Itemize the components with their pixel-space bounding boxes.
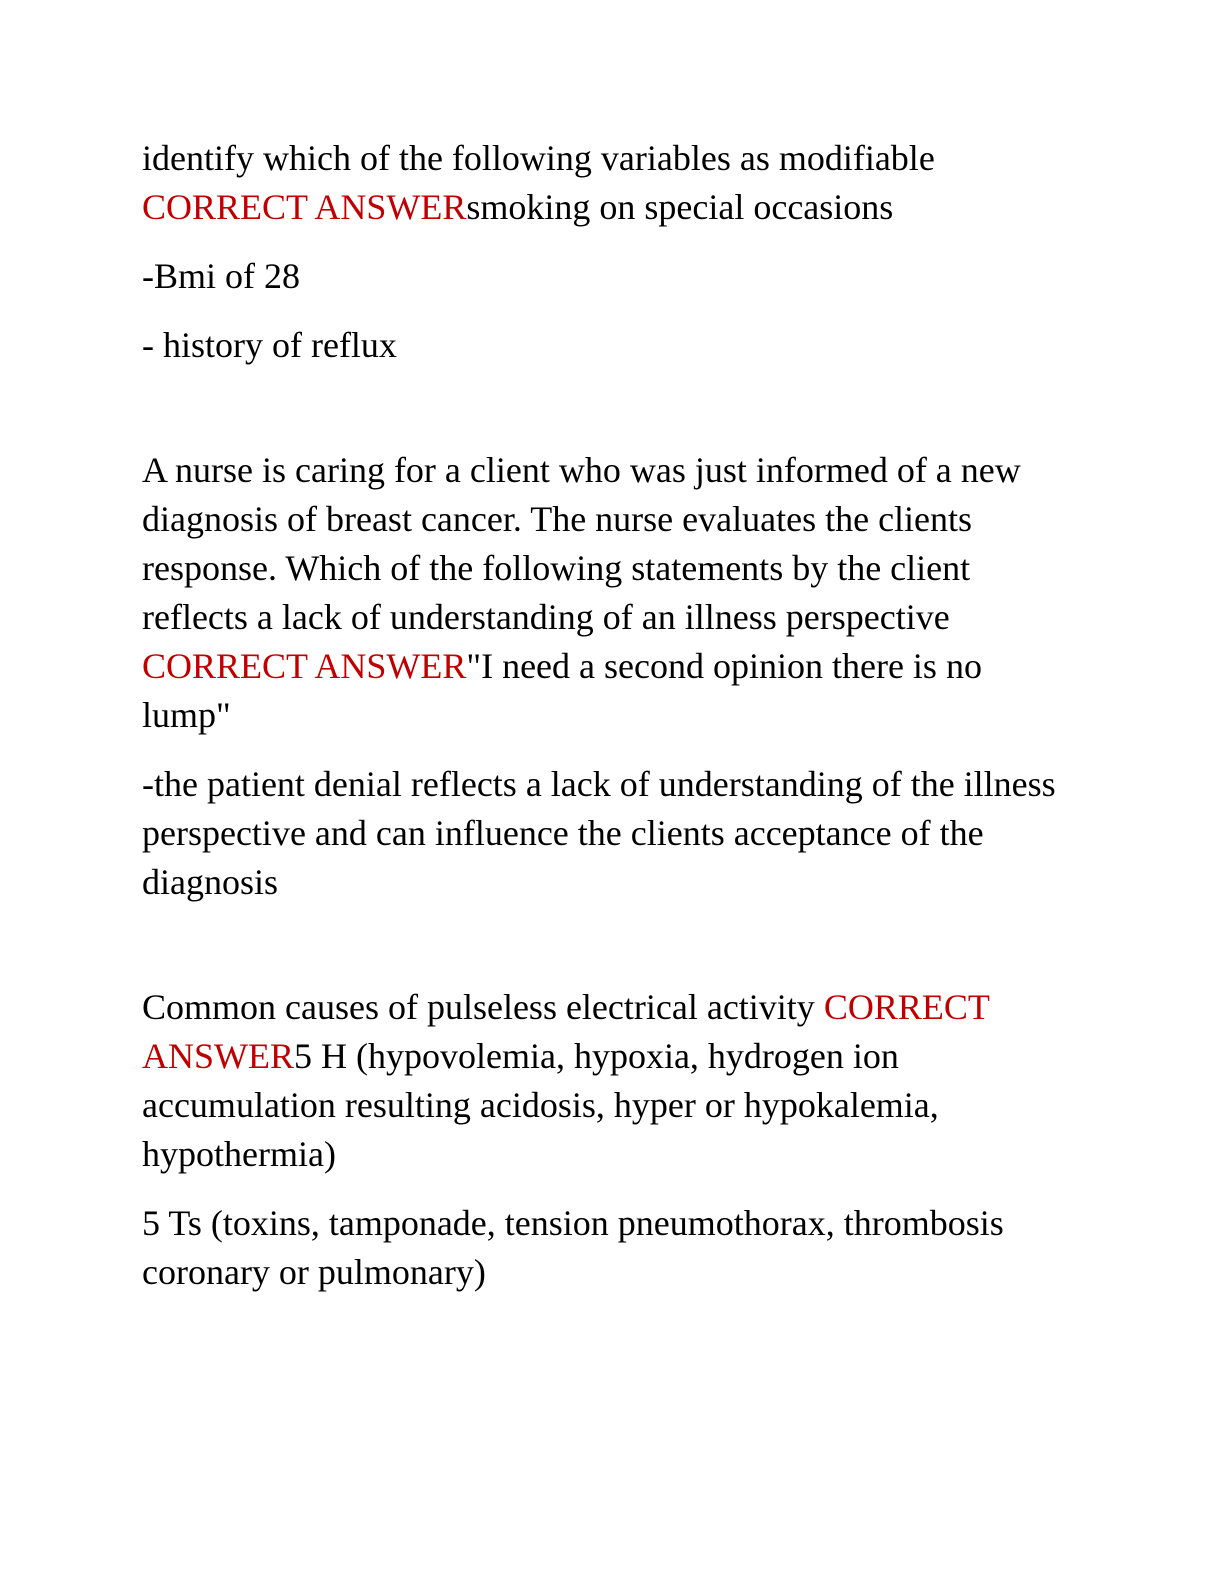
text-segment: -the patient denial reflects a lack of understanding of the illness perspective and can influence the clients acceptance of the diagnosis	[142, 764, 1056, 902]
text-segment: 5 H (hypovolemia, hypoxia, hydrogen ion accumulation resulting acidosis, hyper or hypokalemia, hypothermia)	[142, 1036, 939, 1174]
text-segment: 5 Ts (toxins, tamponade, tension pneumothorax, thrombosis coronary or pulmonary)	[142, 1203, 1004, 1292]
paragraph	[142, 1199, 1078, 1297]
paragraph	[142, 760, 1078, 907]
paragraph-spacer	[142, 390, 1078, 426]
paragraph-spacer	[142, 927, 1078, 963]
correct-answer-label: CORRECT ANSWER	[142, 987, 990, 1076]
text-segment: identify which of the following variables as modifiable	[142, 138, 935, 178]
paragraph	[142, 134, 1078, 232]
paragraph	[142, 321, 1078, 370]
paragraph	[142, 983, 1078, 1179]
text-segment: Common causes of pulseless electrical activity	[142, 987, 824, 1027]
correct-answer-label: CORRECT ANSWER	[142, 646, 467, 686]
text-segment: -Bmi of 28	[142, 256, 300, 296]
correct-answer-label: CORRECT ANSWER	[142, 187, 467, 227]
paragraph	[142, 252, 1078, 301]
text-segment: smoking on special occasions	[466, 187, 894, 227]
text-segment: "I need a second opinion there is no lump"	[142, 646, 982, 735]
document-content	[142, 134, 1078, 1317]
text-segment: A nurse is caring for a client who was just informed of a new diagnosis of breast cancer. The nurse evaluates the clients response. Which of the following statements by the client reflects a lack of understanding of an illness perspective	[142, 450, 1021, 637]
paragraph	[142, 446, 1078, 740]
text-segment: - history of reflux	[142, 325, 397, 365]
